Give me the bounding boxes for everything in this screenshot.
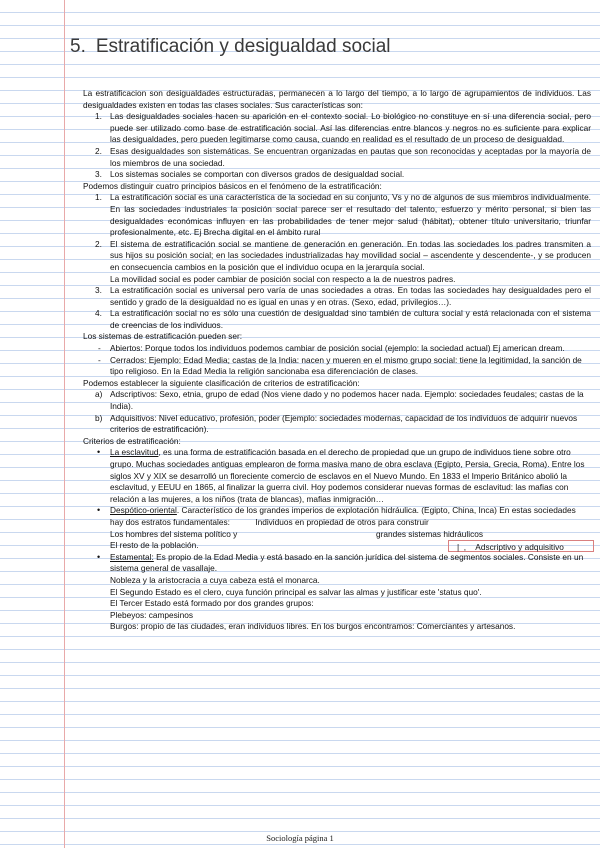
list-item-text: Abiertos: Porque todos los individuos podemos cambiar de posición social (ejemplo: la sociedad actual) Ej american dream. (110, 343, 565, 354)
criterios-heading: Criterios de estratificación: (83, 435, 181, 446)
list-item-text: Los sistemas sociales se comportan con diversos grados de desigualdad social. (110, 169, 405, 180)
list-item-text: La estratificación social no es sólo una cuestión de desigualdad sino también de cultura social y está relacionada con el sistema de creencias de los individuos. (110, 308, 591, 330)
list-item-text: La estratificación social es universal pero varía de unas sociedades a otras. En todas las sociedades hay desigualdades pero el sentido y grado de la desigualdad no es igual en unas y en otras. (Sexo, edad, privilegios…). (110, 285, 591, 307)
list-marker: 2. (95, 238, 102, 249)
caracteristicas-list (83, 111, 591, 181)
list-marker: 1. (95, 111, 102, 122)
estrato-line: El resto de la población. (110, 540, 199, 551)
page-footer: Sociología página 1 (266, 833, 334, 843)
list-item (83, 285, 591, 308)
list-item (83, 389, 591, 412)
estratos-row (110, 529, 591, 541)
list-item-extra: La movilidad social es poder cambiar de posición social con respecto a la de nuestros padres. (110, 273, 456, 284)
bullet-marker: • (97, 447, 101, 458)
estamental-line: Nobleza y la aristocracia a cuya cabeza está el monarca. (110, 574, 320, 585)
list-item (83, 413, 591, 436)
list-marker: - (98, 343, 101, 354)
estamental-line: El Segundo Estado es el clero, cuya función principal es salvar las almas y justificar este 'status quo'. (110, 586, 482, 597)
bullet-marker: • (97, 505, 101, 516)
list-marker: 3. (95, 169, 102, 180)
intro-paragraph: La estratificacion son desigualdades estructuradas, permanecen a lo largo del tiempo, a lo largo de agrupamientos de individuos. Las desigualdades existen en todas las clases sociales. Sus características son: (83, 88, 591, 110)
list-marker: b) (95, 412, 103, 423)
criterio-term: Despótico-oriental (110, 505, 177, 516)
list-item (83, 447, 591, 505)
clasificacion-heading: Podemos establecer la siguiente clasificación de criterios de estratificación: (83, 377, 360, 388)
list-marker: 3. (95, 285, 102, 296)
sistemas-list (83, 343, 591, 378)
estamental-line: Burgos: propio de las ciudades, eran individuos libres. En los burgos encontramos: Comerciantes y artesanos. (110, 621, 516, 632)
list-item-text: El sistema de estratificación social se mantiene de generación en generación. En todas las sociedades los padres transmiten a sus hijos su posición social; en las sociedades industrializadas hay movilidad social – ascendente y descendente-, y se producen en consecuencia cambios en la posición que el individuo ocupa en la jerarquía social. (110, 238, 591, 272)
criterio-text: . Característico de los grandes imperios de explotación hidráulica. (Egipto, China, Inca) En estas sociedades hay dos estratos fundamentales: (110, 505, 576, 527)
bullet-marker: • (97, 551, 101, 562)
list-marker: 4. (95, 308, 102, 319)
criterio-text: Es propio de la Edad Media y está basado en la sanción jurídica del sistema de segmentos sociales. Consiste en un sistema general de vasallaje. (110, 551, 584, 574)
list-item (83, 169, 591, 181)
section-title: Estratificación y desigualdad social (95, 36, 391, 57)
list-marker: 1. (95, 192, 102, 203)
list-marker: - (98, 354, 101, 365)
list-item-text: Cerrados: Ejemplo: Edad Media; castas de la India: nacen y mueren en el mismo grupo social: tiene la legitimidad, la sanción de tipo religioso. En la Edad Media la religión sancionaba esa diferenciación de clases. (110, 354, 582, 377)
notebook-margin-line (64, 0, 65, 848)
criterio-term: Estamental: (110, 551, 154, 562)
estrato-2-description: grandes sistemas hidráulicos (376, 528, 483, 539)
criterio-text: , es una forma de estratificación basada en el derecho de propiedad que un grupo de individuos tiene sobre otro grupo. Muchas sociedades antiguas emplearon de forma masiva mano de obra esclava (Egipto, Persia, Grecia, Roma). Entre los siglos XV y XIX se desarrolló un floreciente comercio de esclavos en el Nuevo Mundo. En 1833 el Imperio Británico abolió la esclavitud, y EEUU en 1865, al finalizar la guerra civil. Hoy podemos considerar nuevas formas de esclavitud: las mafias con relación a las mujeres, a los niños (trata de blancas), mafias inmigración… (110, 447, 585, 504)
list-item-text: Esas desigualdades son sistemáticas. Se encuentran organizadas en pautas que son reconocidas y aceptadas por la mayoría de los miembros de una sociedad. (110, 145, 591, 168)
list-marker: 2. (95, 145, 102, 156)
list-item-text: Adscriptivos: Sexo, etnia, grupo de edad (Nos viene dado y no podemos hacer nada. Ejemplo: sociedades feudales; castas de la India). (110, 389, 584, 412)
list-item (83, 192, 591, 238)
list-item (83, 111, 591, 146)
criterio-term: La esclavitud (110, 447, 159, 458)
list-item (83, 552, 591, 633)
list-marker: a) (95, 389, 103, 400)
list-item (83, 239, 591, 285)
list-item-text: Adquisitivos: Nivel educativo, profesión, poder (Ejemplo: sociedades modernas, capacidad de los individuos de adquirir nuevos criterios de estratificación). (110, 412, 578, 435)
list-item-text: La estratificación social es una característica de la sociedad en su conjunto, Vs y no de algunos de sus miembros individualmente. En las sociedades industriales la posición social parece ser el resultado del talento, esfuerzo y mérito personal, si bien las desigualdades económicas influyen en las probabilidades de tener mejor salud (hábitat), obtener título universitario, triunfar profesionalmente, etc. Ej Brecha digital en el ámbito rural (110, 192, 591, 238)
section-number: 5. (70, 36, 86, 57)
sistemas-heading: Los sistemas de estratificación pueden ser: (83, 331, 243, 342)
page-title (70, 36, 391, 58)
list-item (83, 146, 591, 169)
list-item (83, 308, 591, 331)
estamental-line: Plebeyos: campesinos (110, 609, 194, 620)
list-item (83, 355, 591, 378)
list-item-text: Las desigualdades sociales hacen su aparición en el contexto social. Lo biológico no constituye en sí una diferencia social, pero puede ser utilizado como base de estratificación social. Así las diferencias entre blancos y negros no es suficiente para explicar las desigualdades, pero pueden legitimarse como causa, cuando en realidad es el resultado de un proceso de desigualdad. (110, 111, 591, 145)
principios-list (83, 192, 591, 331)
estamental-line: El Tercer Estado está formado por dos grandes grupos: (110, 598, 314, 609)
principios-heading: Podemos distinguir cuatro principios básicos en el fenómeno de la estratificación: (83, 180, 382, 191)
estrato-1-description: Individuos en propiedad de otros para construir (255, 516, 429, 527)
annotation-box: | , Adscriptivo y adquisitivo (448, 540, 594, 552)
estrato-2-label: Los hombres del sistema político y (110, 528, 238, 539)
clasificacion-list (83, 389, 591, 435)
list-item (83, 343, 591, 355)
